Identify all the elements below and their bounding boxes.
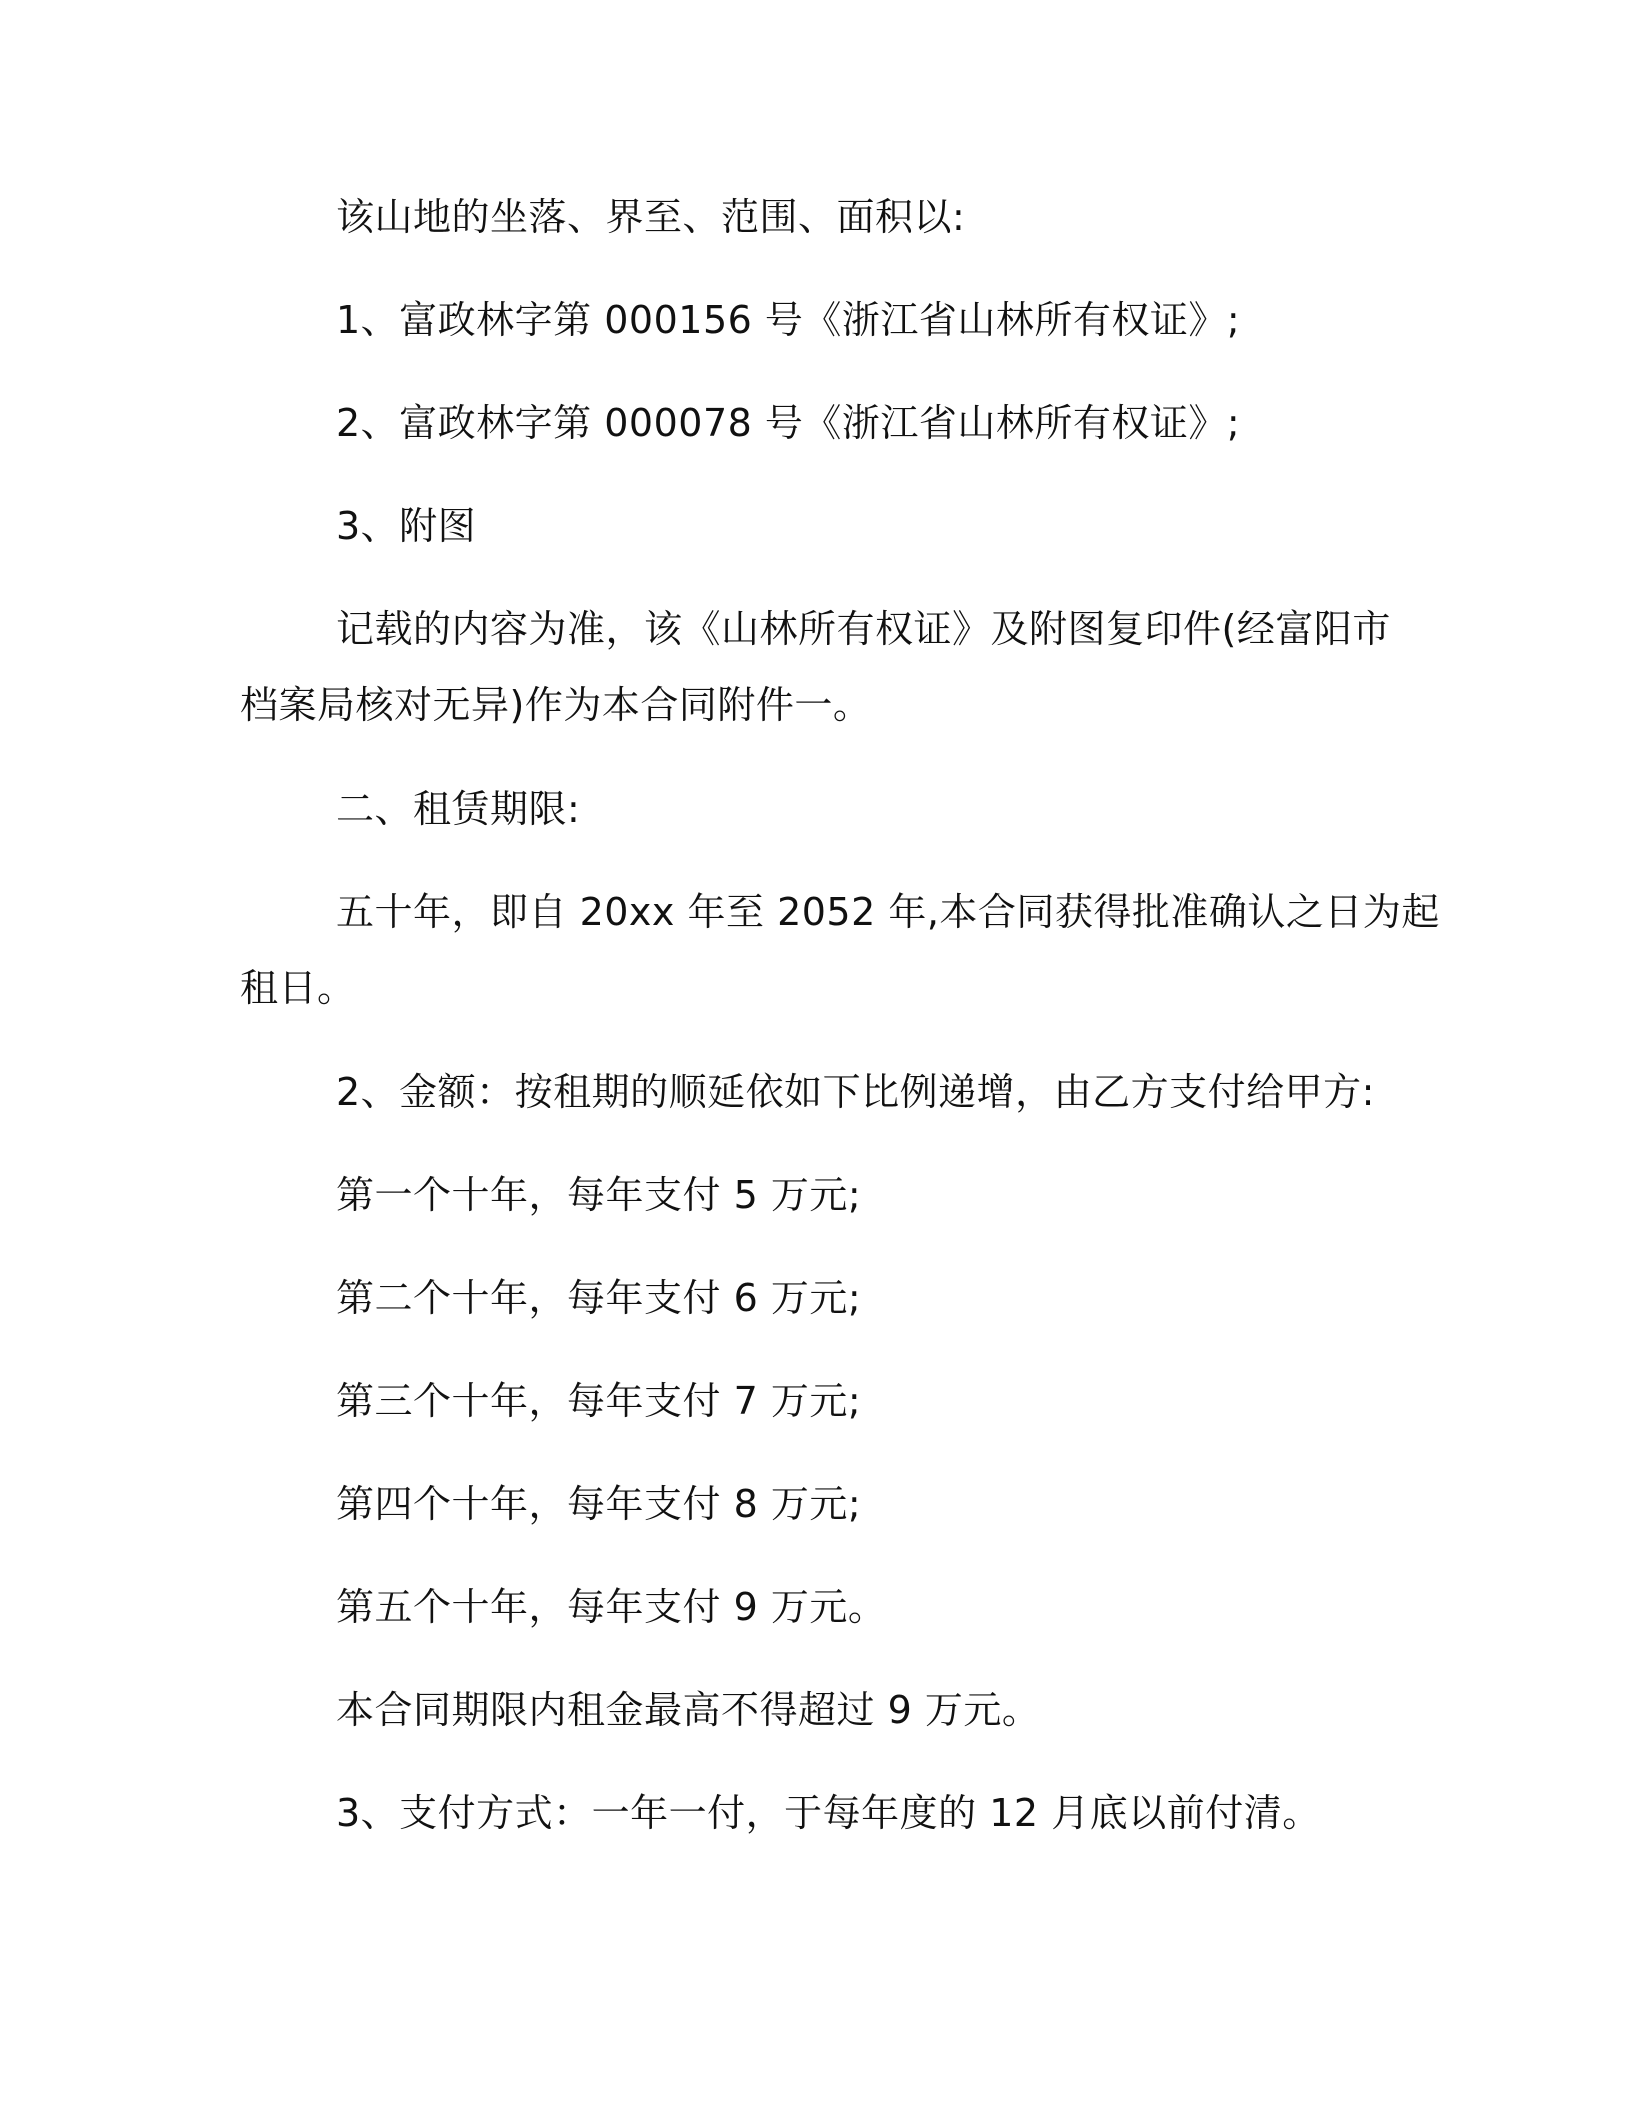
paragraph-certificate-2: 2、富政林字第 000078 号《浙江省山林所有权证》; bbox=[336, 401, 1241, 445]
paragraph-rent-cap: 本合同期限内租金最高不得超过 9 万元。 bbox=[336, 1688, 1041, 1732]
paragraph-payment-method: 3、支付方式：一年一付，于每年度的 12 月底以前付清。 bbox=[336, 1791, 1321, 1835]
list-item-decade-3: 第三个十年，每年支付 7 万元; bbox=[336, 1379, 862, 1423]
paragraph-lease-term-line1: 五十年，即自 20xx 年至 2052 年,本合同获得批准确认之日为起 bbox=[336, 890, 1440, 934]
list-item-decade-1: 第一个十年，每年支付 5 万元; bbox=[336, 1173, 862, 1217]
list-item-decade-4: 第四个十年，每年支付 8 万元; bbox=[336, 1482, 862, 1526]
paragraph-certificate-1: 1、富政林字第 000156 号《浙江省山林所有权证》; bbox=[336, 298, 1241, 342]
paragraph-record-basis-line2: 档案局核对无异)作为本合同附件一。 bbox=[240, 683, 872, 727]
list-item-decade-5: 第五个十年，每年支付 9 万元。 bbox=[336, 1585, 887, 1629]
paragraph-lease-term-line2: 租日。 bbox=[240, 966, 356, 1010]
paragraph-record-basis-line1: 记载的内容为准，该《山林所有权证》及附图复印件(经富阳市 bbox=[336, 607, 1391, 651]
list-item-decade-2: 第二个十年，每年支付 6 万元; bbox=[336, 1276, 862, 1320]
paragraph-location-intro: 该山地的坐落、界至、范围、面积以: bbox=[336, 195, 966, 239]
paragraph-attachment-map: 3、附图 bbox=[336, 504, 477, 548]
paragraph-amount: 2、金额：按租期的顺延依如下比例递增，由乙方支付给甲方: bbox=[336, 1070, 1375, 1114]
section-heading-lease-term: 二、租赁期限: bbox=[336, 787, 581, 831]
